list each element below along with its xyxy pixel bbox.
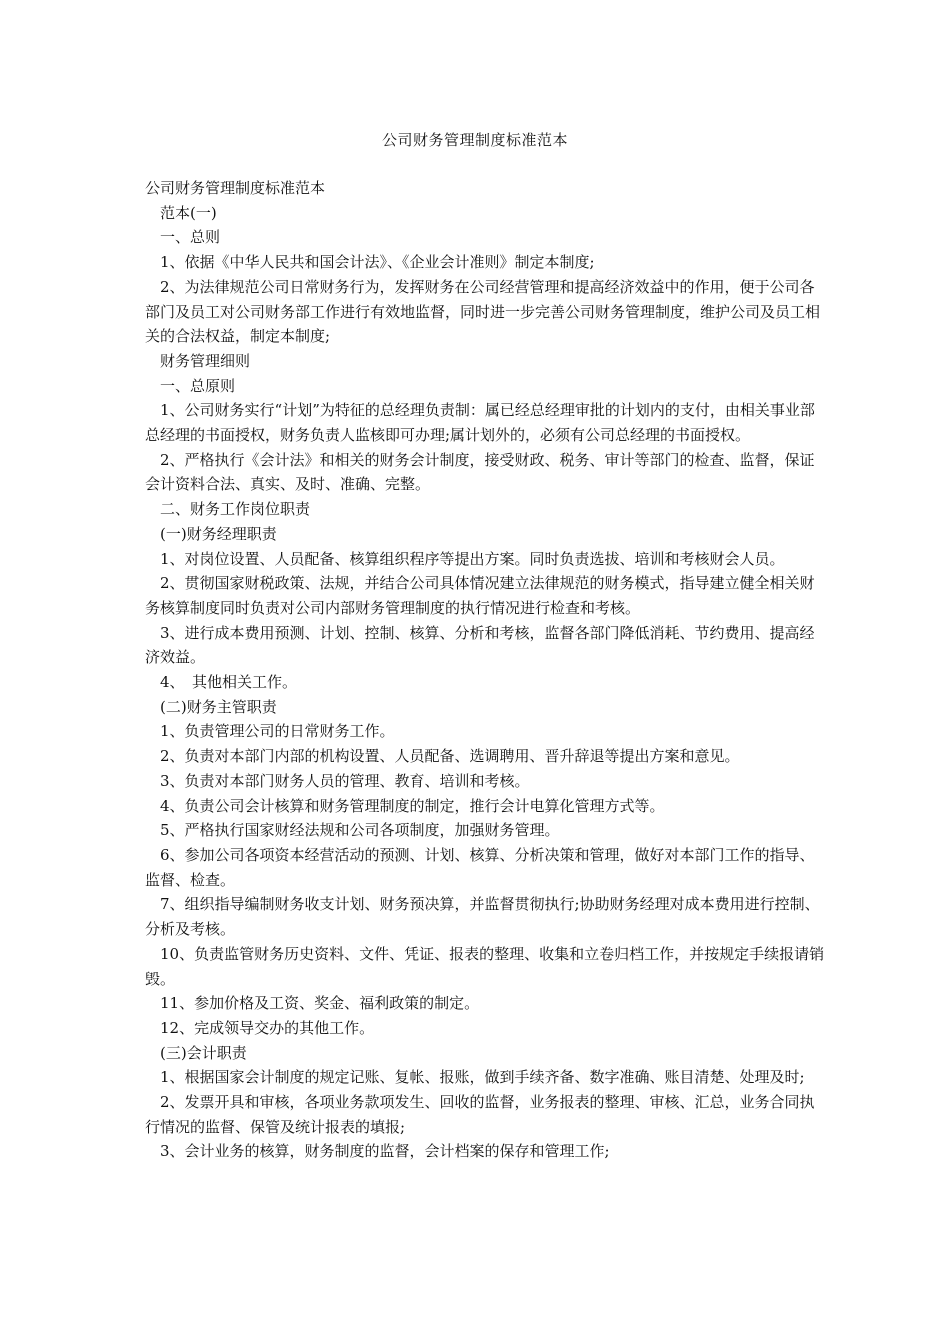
paragraph: 12、完成领导交办的其他工作。	[160, 1018, 375, 1037]
paragraph: 范本(一)	[160, 203, 217, 222]
paragraph: 3、会计业务的核算，财务制度的监督，会计档案的保存和管理工作;	[160, 1142, 610, 1161]
paragraph: 4、负责公司会计核算和财务管理制度的制定，推行会计电算化管理方式等。	[160, 796, 665, 815]
paragraph: 财务管理细则	[160, 351, 251, 370]
paragraph: 6、参加公司各项资本经营活动的预测、计划、核算、分析决策和管理，做好对本部门工作的指导、监督、检查。	[145, 845, 815, 889]
paragraph: 2、为法律规范公司日常财务行为，发挥财务在公司经营管理和提高经济效益中的作用，便于公司各部门及员工对公司财务部工作进行有效地监督，同时进一步完善公司财务管理制度，维护公司及员工相关的合法权益，制定本制度;	[145, 277, 821, 346]
paragraph: 2、发票开具和审核，各项业务款项发生、回收的监督，业务报表的整理、审核、汇总，业务合同执行情况的监督、保管及统计报表的填报;	[145, 1093, 815, 1136]
paragraph: 11、参加价格及工资、奖金、福利政策的制定。	[160, 994, 480, 1013]
paragraph: 一、总原则	[160, 376, 236, 395]
paragraph: 1、负责管理公司的日常财务工作。	[160, 722, 395, 741]
paragraph: 10、负责监管财务历史资料、文件、凭证、报表的整理、收集和立卷归档工作，并按规定手续报请销毁。	[145, 944, 825, 988]
document-body	[145, 176, 825, 1164]
paragraph: 2、贯彻国家财税政策、法规，并结合公司具体情况建立法律规范的财务模式，指导建立健全相关财务核算制度同时负责对公司内部财务管理制度的执行情况进行检查和考核。	[145, 574, 815, 617]
paragraph: 1、依据《中华人民共和国会计法》、《企业会计准则》制定本制度;	[160, 253, 595, 272]
paragraph: 2、严格执行《会计法》和相关的财务会计制度，接受财政、税务、审计等部门的检查、监督，保证会计资料合法、真实、及时、准确、完整。	[145, 450, 815, 494]
paragraph: 1、根据国家会计制度的规定记账、复帐、报账，做到手续齐备、数字准确、账目清楚、处理及时;	[160, 1068, 805, 1087]
body-heading: 公司财务管理制度标准范本	[145, 179, 326, 197]
paragraph: 3、进行成本费用预测、计划、控制、核算、分析和考核，监督各部门降低消耗、节约费用、提高经济效益。	[145, 623, 815, 667]
paragraph: 一、总则	[160, 228, 221, 247]
document-title: 公司财务管理制度标准范本	[381, 131, 568, 149]
paragraph: 1、公司财务实行“计划”为特征的总经理负责制：属已经总经理审批的计划内的支付，由相关事业部总经理的书面授权，财务负责人监核即可办理;属计划外的，必须有公司总经理的书面授权。	[145, 401, 815, 445]
paragraph: 7、组织指导编制财务收支计划、财务预决算，并监督贯彻执行;协助财务经理对成本费用进行控制、分析及考核。	[145, 895, 820, 939]
paragraph: (二)财务主管职责	[160, 697, 277, 716]
paragraph: 1、对岗位设置、人员配备、核算组织程序等提出方案。同时负责选拔、培训和考核财会人员。	[160, 549, 785, 568]
paragraph: 2、负责对本部门内部的机构设置、人员配备、选调聘用、晋升辞退等提出方案和意见。	[160, 747, 740, 766]
paragraph: 4、 其他相关工作。	[160, 673, 298, 692]
paragraph: (一)财务经理职责	[160, 524, 277, 543]
paragraph: 5、严格执行国家财经法规和公司各项制度，加强财务管理。	[160, 821, 560, 840]
paragraph: (三)会计职责	[160, 1043, 247, 1062]
paragraph: 3、负责对本部门财务人员的管理、教育、培训和考核。	[160, 771, 530, 790]
paragraph: 二、财务工作岗位职责	[160, 500, 311, 519]
